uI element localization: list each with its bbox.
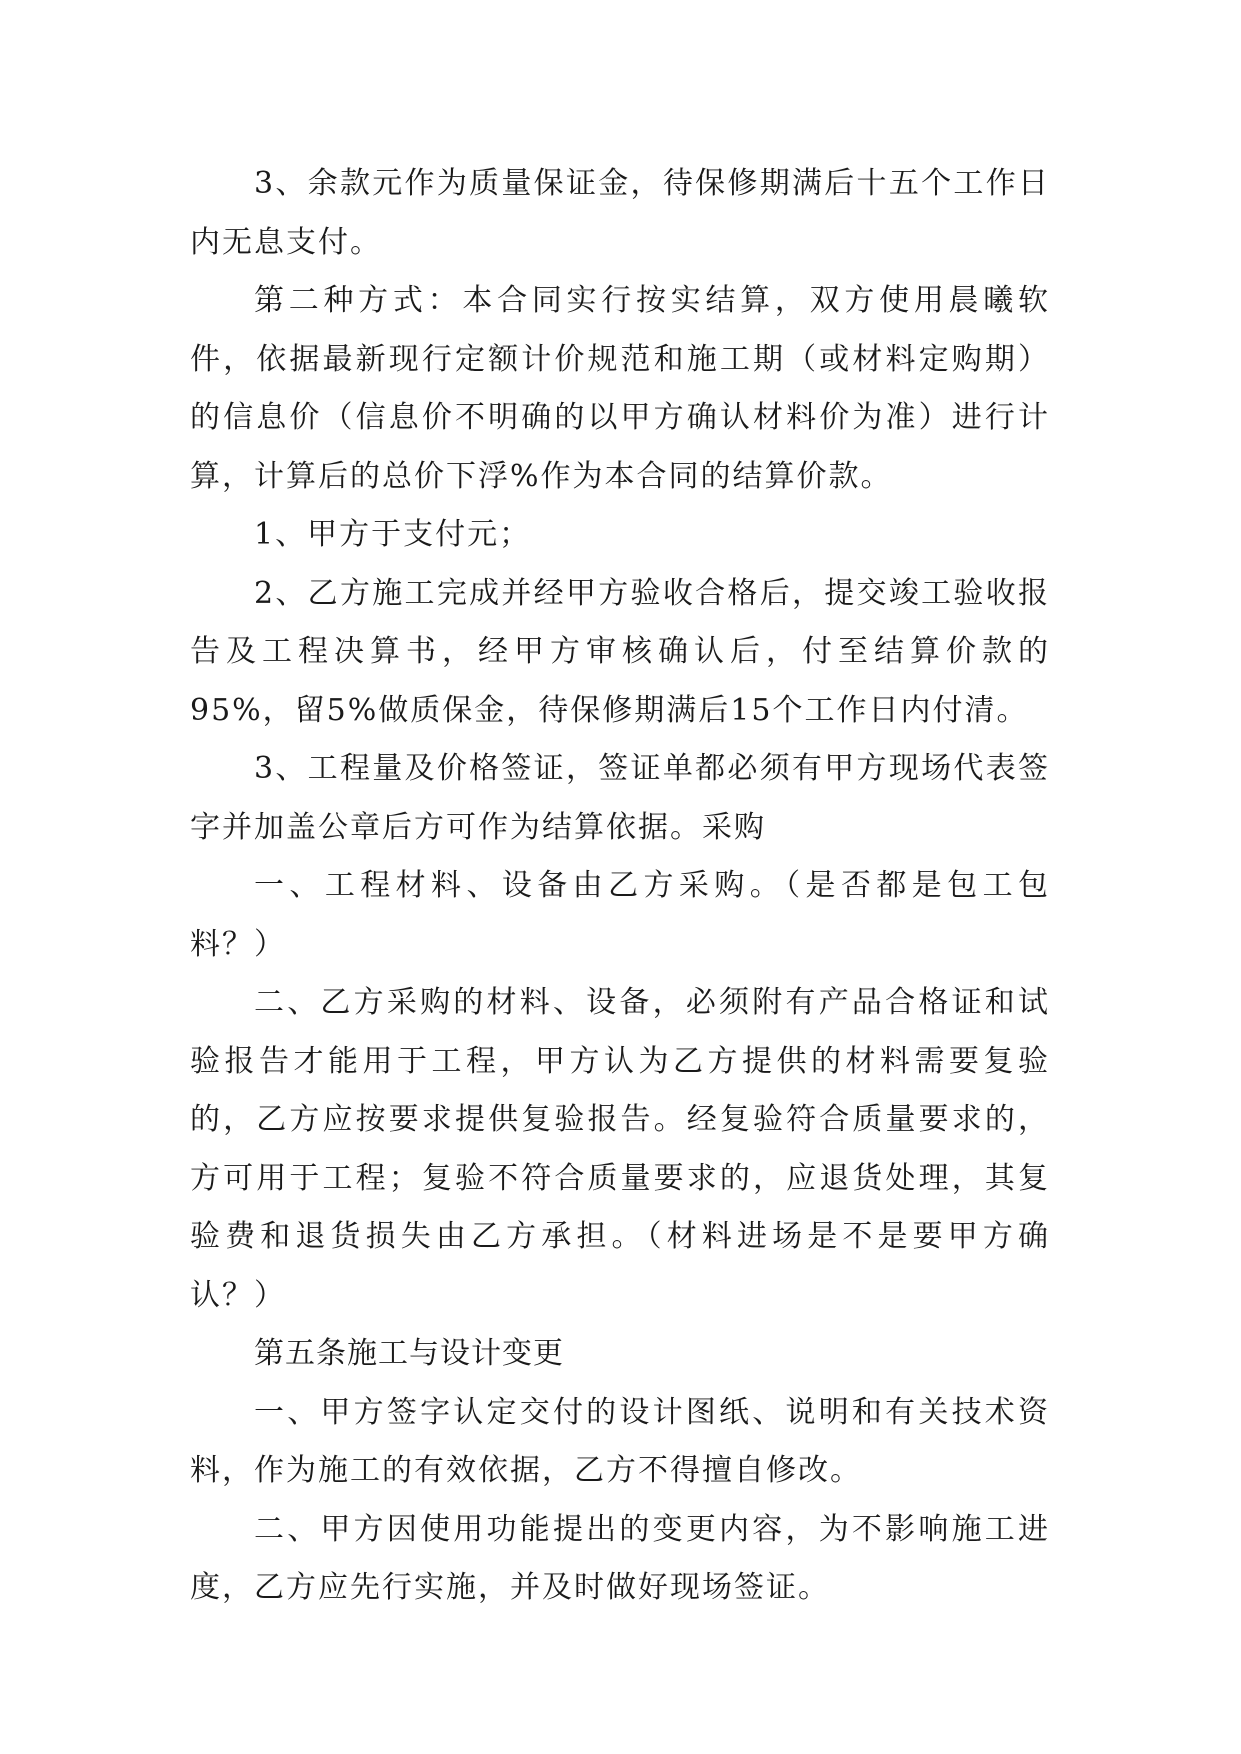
section-heading-article-5: 第五条施工与设计变更 [254, 1336, 564, 1371]
document-body [190, 155, 1050, 1618]
paragraph-item-1: 1、甲方于支付元； [254, 517, 532, 552]
paragraph-procurement-1: 一、工程材料、设备由乙方采购。（是否都是包工包料？） [190, 868, 1050, 962]
paragraph-design-2: 二、甲方因使用功能提出的变更内容，为不影响施工进度，乙方应先行实施，并及时做好现场签证。 [190, 1511, 1050, 1605]
paragraph-retention-payment: 3、余款元作为质量保证金，待保修期满后十五个工作日内无息支付。 [190, 166, 1050, 260]
paragraph-procurement-2: 二、乙方采购的材料、设备，必须附有产品合格证和试验报告才能用于工程，甲方认为乙方提供的材料需要复验的，乙方应按要求提供复验报告。经复验符合质量要求的，方可用于工程；复验不符合质量要求的，应退货处理，其复验费和退货损失由乙方承担。（材料进场是不是要甲方确认？） [190, 985, 1050, 1313]
paragraph-item-3: 3、工程量及价格签证，签证单都必须有甲方现场代表签字并加盖公章后方可作为结算依据。采购 [190, 751, 1050, 845]
paragraph-second-method: 第二种方式：本合同实行按实结算，双方使用晨曦软件，依据最新现行定额计价规范和施工期（或材料定购期）的信息价（信息价不明确的以甲方确认材料价为准）进行计算，计算后的总价下浮%作为本合同的结算价款。 [190, 283, 1050, 494]
paragraph-item-2: 2、乙方施工完成并经甲方验收合格后，提交竣工验收报告及工程决算书，经甲方审核确认后，付至结算价款的95%，留5%做质保金，待保修期满后15个工作日内付清。 [190, 575, 1050, 728]
paragraph-design-1: 一、甲方签字认定交付的设计图纸、说明和有关技术资料，作为施工的有效依据，乙方不得擅自修改。 [190, 1394, 1050, 1488]
